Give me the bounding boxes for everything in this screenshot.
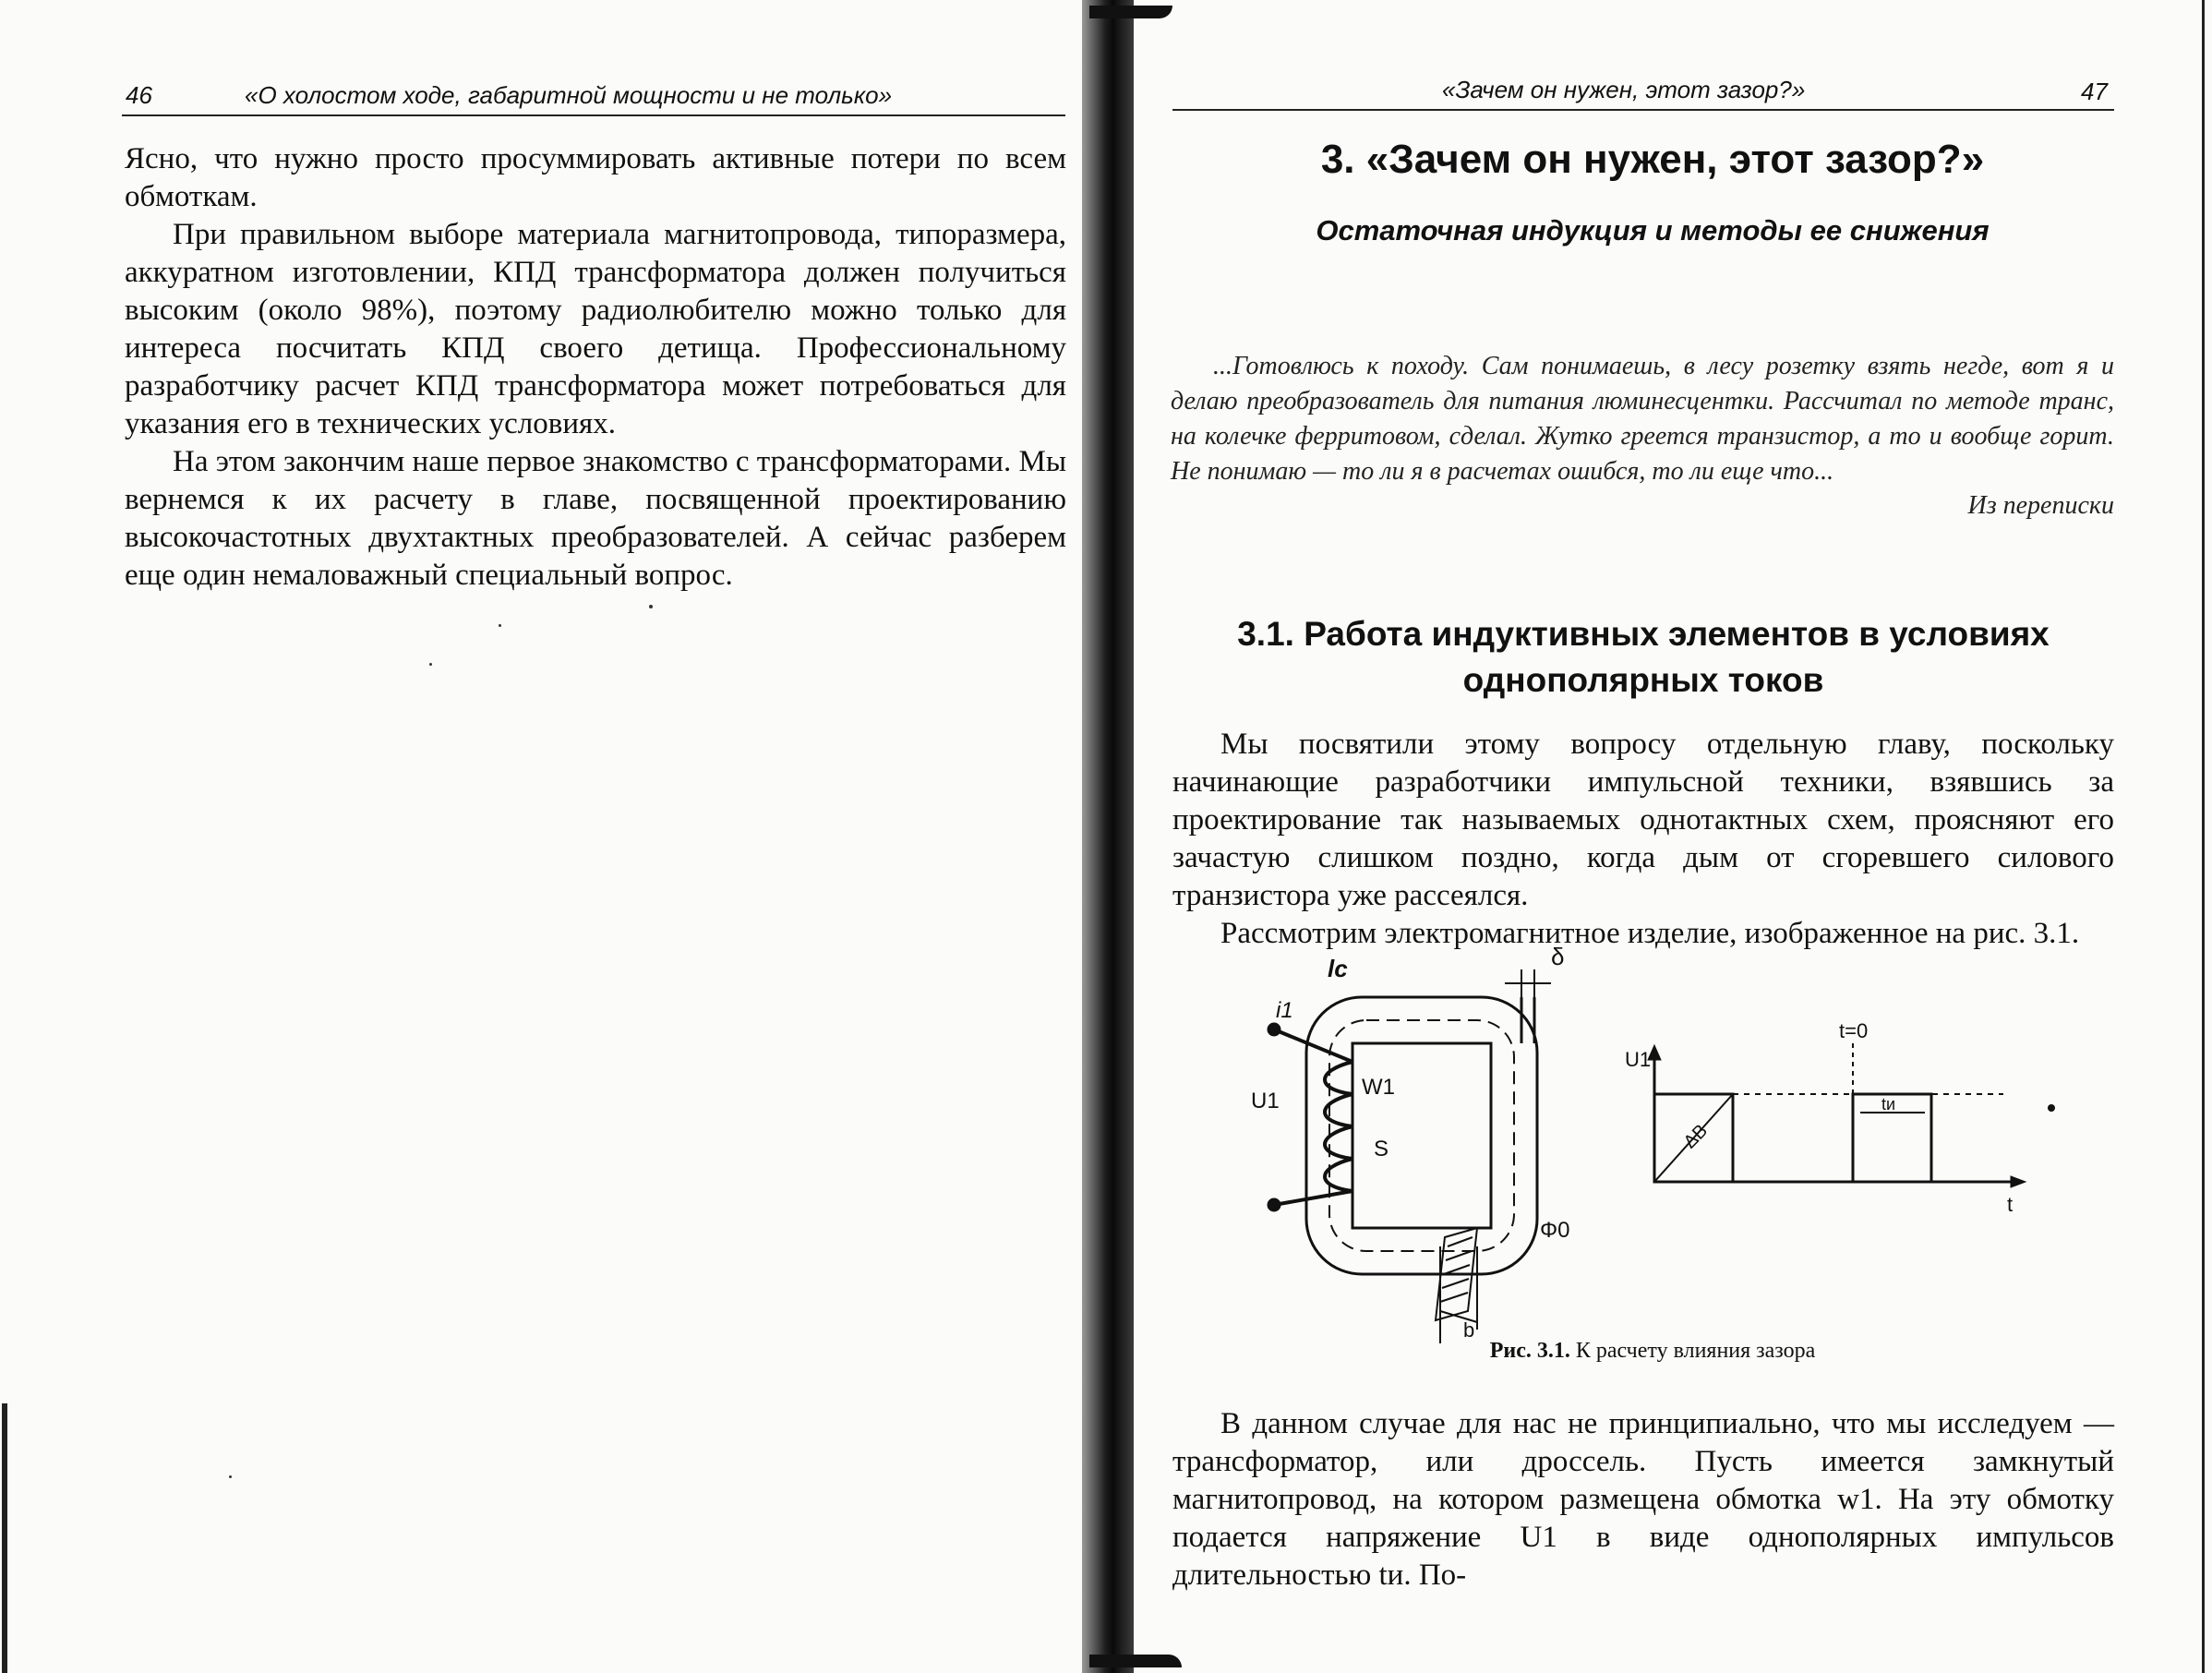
right-page-number: 47 — [2081, 78, 2108, 105]
left-paragraph: Ясно, что нужно просто просуммировать активные потери по всем обмоткам. — [125, 142, 1066, 213]
label-lc: lс — [1328, 955, 1348, 982]
t-axis-arrow — [2011, 1176, 2026, 1187]
right-body-bottom — [1172, 1405, 2114, 1595]
page-edge-right — [2202, 0, 2205, 1673]
right-paragraph: Рассмотрим электромагнитное изделие, изображенное на рис. 3.1. — [1220, 917, 2080, 950]
core-mean-path — [1329, 1020, 1514, 1251]
left-page-number: 46 — [126, 81, 152, 109]
speck — [429, 663, 432, 666]
spine-shadow-top — [1089, 6, 1172, 18]
figure-3-1 — [1228, 942, 2105, 1342]
chapter-title: 3. «Зачем он нужен, этот зазор?» — [1320, 137, 1985, 182]
label-delta-b: ΔB — [1679, 1120, 1713, 1153]
right-running-head: «Зачем он нужен, этот зазор?» — [1442, 76, 1806, 103]
label-t0: t=0 — [1839, 1019, 1869, 1042]
winding-w1 — [1274, 1029, 1352, 1205]
epigraph: ...Готовлюсь к походу. Сам понимаешь, в лесу розетку взять негде, вот я и делаю преобразователь для питания люминесцентки. Рассчитал по методе транс, на колечке ферритовом, сделал. Жутко греется транзистор, а то и вообще горит. Не понимаю — то ли я в расчетах ошибся, то ли еще что... — [1171, 352, 2114, 486]
spine-shadow-bottom — [1089, 1655, 1182, 1667]
label-w1: W1 — [1362, 1075, 1395, 1100]
terminal-top — [1268, 1024, 1280, 1035]
label-s: S — [1374, 1137, 1389, 1161]
caption-label: Рис. 3.1. — [1489, 1339, 1570, 1363]
book-spine — [1082, 0, 1134, 1673]
label-u1: U1 — [1251, 1089, 1280, 1113]
right-paragraph-last: В данном случае для нас не принципиально, что мы исследуем — трансформатор, или дроссель. Пусть имеется замкнутый магнитопровод, на котором размещена обмотка w1. На эту обмотку подается напряжение U1 в виде однополярных импульсов длительностью tи. По- — [1172, 1407, 2114, 1592]
speck — [649, 605, 653, 608]
chapter-subtitle: Остаточная индукция и методы ее снижения — [1316, 214, 1990, 247]
left-body — [125, 140, 1066, 595]
speck — [229, 1475, 232, 1478]
page-edge-left — [2, 1403, 7, 1673]
epigraph-source: Из переписки — [1967, 491, 2114, 520]
caption-text: К расчету влияния зазора — [1575, 1339, 1816, 1363]
left-running-head: «О холостом ходе, габаритной мощности и не только» — [245, 81, 893, 109]
right-paragraph: Мы посвятили этому вопросу отдельную главу, поскольку начинающие разработчики импульсной техники, взявшись за проектирование так называемых однотактных схем, проясняют его зачастую слишком поздно, когда дым от сгоревшего силового транзистора уже рассеялся. — [1172, 728, 2114, 912]
label-t-axis: t — [2007, 1193, 2014, 1216]
figure-caption — [1200, 1339, 2105, 1364]
label-u1-axis: U1 — [1625, 1048, 1652, 1071]
label-i1: i1 — [1276, 998, 1293, 1023]
label-delta: δ — [1551, 943, 1565, 970]
label-b: b — [1463, 1318, 1475, 1342]
pulse-diagram — [1648, 1043, 2026, 1187]
speck — [499, 624, 501, 627]
core-window — [1352, 1043, 1491, 1228]
speck — [2048, 1104, 2055, 1112]
terminal-bottom — [1268, 1199, 1280, 1210]
left-paragraph: На этом закончим наше первое знакомство с трансформаторами. Мы вернемся к их расчету в главе, посвященной проектированию высокочастотных двухтактных преобразователей. А сейчас разберем еще один немаловажный специальный вопрос. — [125, 445, 1066, 592]
left-header-rule — [122, 114, 1065, 116]
right-header-rule — [1172, 109, 2114, 111]
label-tu: tи — [1881, 1095, 1896, 1113]
core-outer — [1306, 997, 1537, 1274]
section-title: 3.1. Работа индуктивных элементов в условиях однополярных токов — [1237, 615, 2050, 699]
cross-section-hatch — [1440, 1237, 1473, 1302]
label-phi0: Φ0 — [1540, 1218, 1570, 1243]
core-diagram — [1268, 969, 1551, 1343]
right-body — [1172, 726, 2114, 953]
left-paragraph: При правильном выборе материала магнитопровода, типоразмера, аккуратном изготовлении, КПД трансформатора должен получиться высоким (около 98%), поэтому радиолюбителю можно только для интереса посчитать КПД своего детища. Профессиональному разработчику расчет КПД трансформатора может потребоваться для указания его в технических условиях. — [125, 218, 1066, 440]
